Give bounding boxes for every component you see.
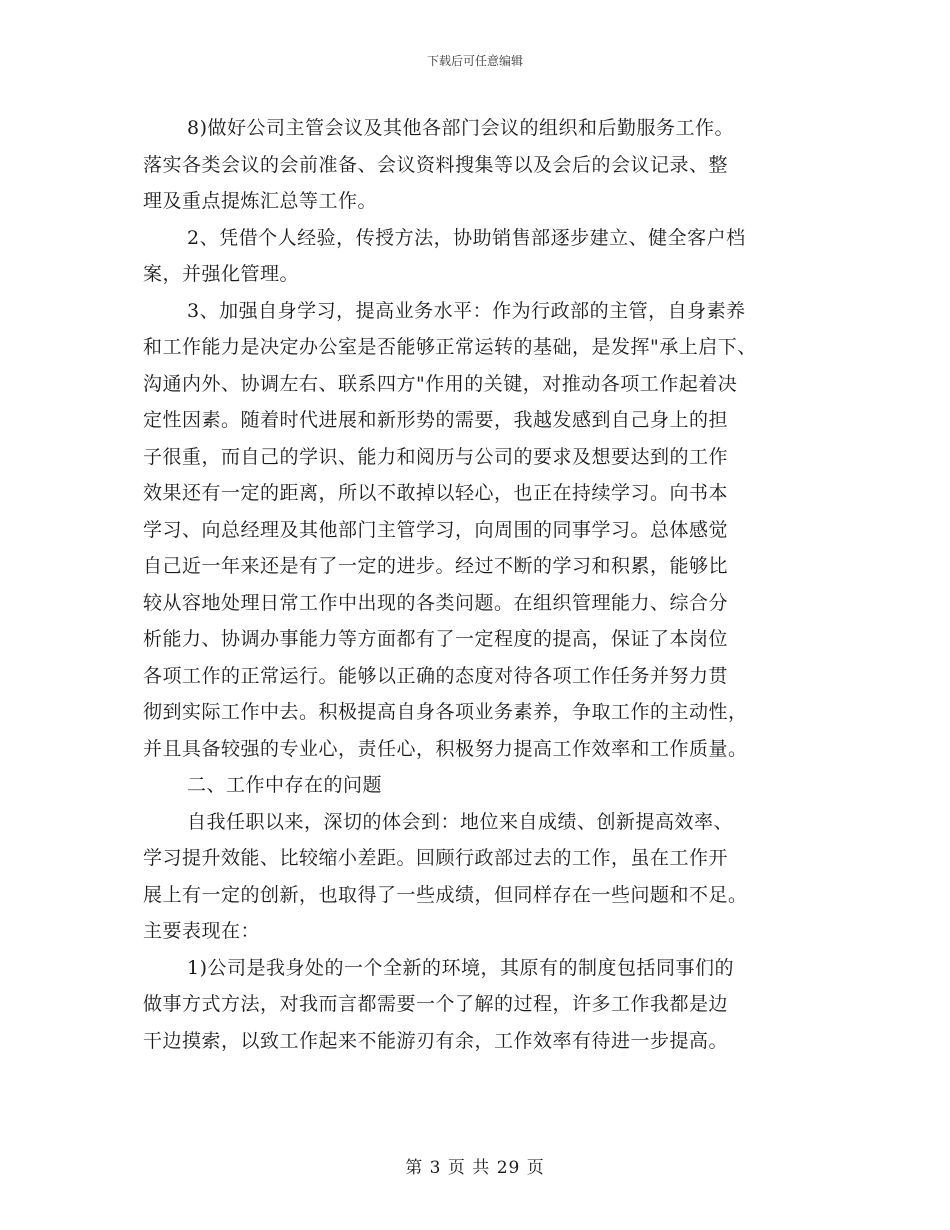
text-line: 各项工作的正常运行。能够以正确的态度对待各项工作任务并努力贯 [143,664,729,687]
text-line: 案，并强化管理。 [143,263,300,285]
text-line: 二、工作中存在的问题 [187,774,383,796]
text-line: 2、凭借个人经验，传授方法，协助销售部逐步建立、健全客户档 [187,226,746,249]
text-line: 子很重，而自己的学识、能力和阅历与公司的要求及想要达到的工作 [143,445,729,468]
page-number-footer: 第 3 页 共 29 页 [405,1158,545,1178]
page-header-note: 下载后可任意编辑 [426,54,523,68]
text-line: 彻到实际工作中去。积极提高自身各项业务素养，争取工作的主动性， [143,701,748,723]
text-line: 析能力、协调办事能力等方面都有了一定程度的提高，保证了本岗位 [143,628,729,650]
text-line: 理及重点提炼汇总等工作。 [143,190,378,212]
text-line: 落实各类会议的会前准备、会议资料搜集等以及会后的会议记录、整 [143,153,729,176]
text-line: 学习提升效能、比较缩小差距。回顾行政部过去的工作，虽在工作开 [143,847,729,869]
text-line: 1)公司是我身处的一个全新的环境，其原有的制度包括同事们的 [187,956,735,979]
text-line: 做事方式方法，对我而言都需要一个了解的过程，许多工作我都是边 [143,993,729,1015]
text-line: 展上有一定的创新，也取得了一些成绩，但同样存在一些问题和不足。 [143,883,748,906]
document-body [143,110,811,1059]
text-line: 3、加强自身学习，提高业务水平：作为行政部的主管，自身素养 [187,299,746,322]
text-line: 效果还有一定的距离，所以不敢掉以轻心，也正在持续学习。向书本 [143,482,729,504]
text-line: 8)做好公司主管会议及其他各部门会议的组织和后勤服务工作。 [187,117,735,139]
text-line: 学习、向总经理及其他部门主管学习，向周围的同事学习。总体感觉 [143,518,729,541]
text-line: 主要表现在： [143,920,261,942]
text-line: 自己近一年来还是有了一定的进步。经过不断的学习和积累，能够比 [143,555,729,577]
text-line: 和工作能力是决定办公室是否能够正常运转的基础，是发挥"承上启下、 [143,336,757,358]
text-line: 干边摸索，以致工作起来不能游刃有余，工作效率有待进一步提高。 [143,1029,729,1052]
text-line: 沟通内外、协调左右、联系四方"作用的关键，对推动各项工作起着决 [143,372,738,395]
text-line: 自我任职以来，深切的体会到：地位来自成绩、创新提高效率、 [187,810,734,833]
text-line: 较从容地处理日常工作中出现的各类问题。在组织管理能力、综合分 [143,591,729,614]
text-line: 定性因素。随着时代进展和新形势的需要，我越发感到自己身上的担 [143,409,729,431]
text-line: 并且具备较强的专业心，责任心，积极努力提高工作效率和工作质量。 [143,737,748,760]
